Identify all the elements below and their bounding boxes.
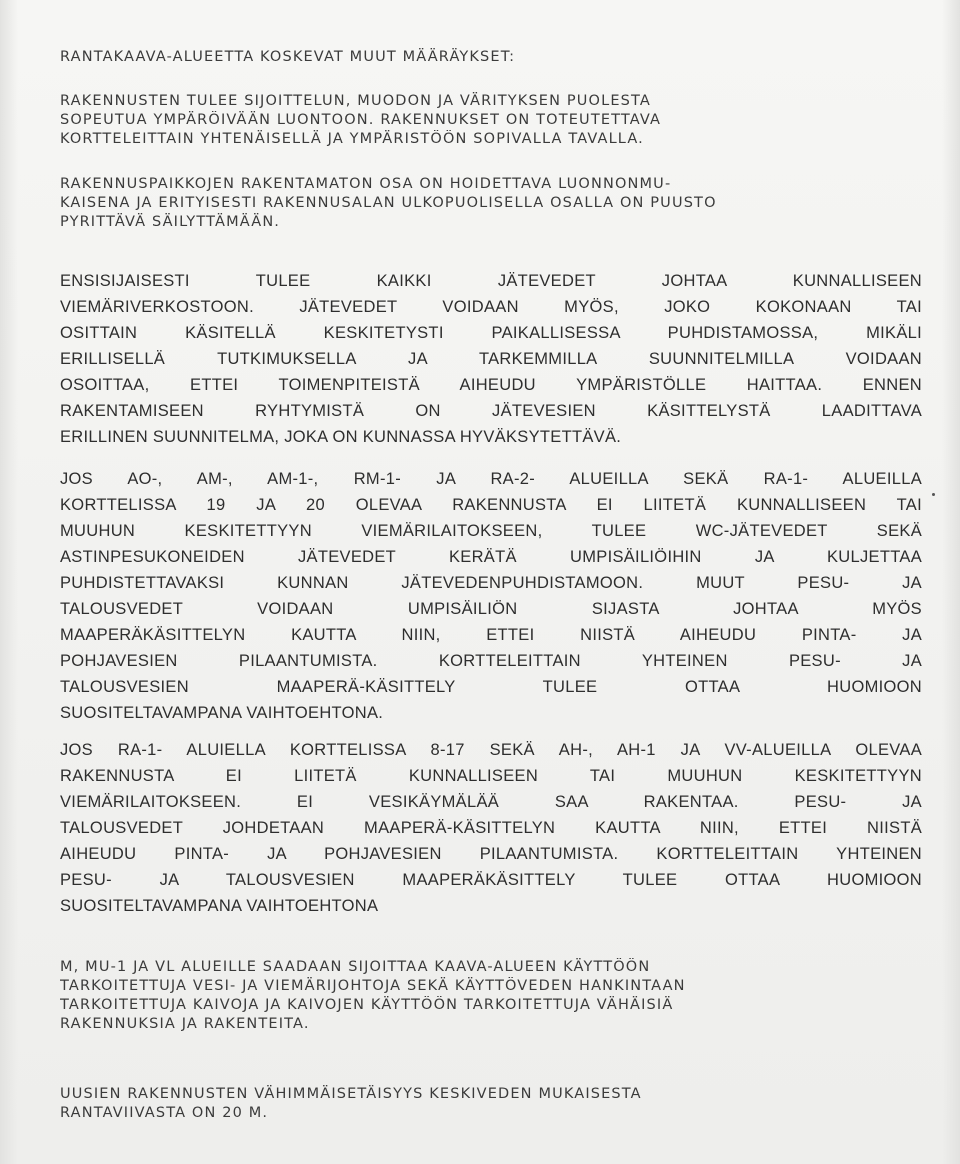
paragraph-line: SOPEUTUA YMPÄRÖIVÄÄN LUONTOON. RAKENNUKSET ON TOTEUTETTAVA (60, 112, 662, 128)
paragraph-line: TARKOITETTUJA VESI- JA VIEMÄRIJOHTOJA SEKÄ KÄYTTÖVEDEN HANKINTAAN (60, 978, 686, 994)
paragraph-line: JOS AO-, AM-, AM-1-, RM-1- JA RA-2- ALUEILLA SEKÄ RA-1- ALUEILLA (60, 470, 922, 488)
scan-speck (932, 493, 935, 496)
paragraph-line: M, MU-1 JA VL ALUEILLE SAADAAN SIJOITTAA KAAVA-ALUEEN KÄYTTÖÖN (60, 959, 651, 975)
paragraph-line: TALOUSVEDET JOHDETAAN MAAPERÄ-KÄSITTELYN KAUTTA NIIN, ETTEI NIISTÄ (60, 819, 922, 837)
paragraph-line: KORTTELISSA 19 JA 20 OLEVAA RAKENNUSTA EI LIITETÄ KUNNALLISEEN TAI (60, 496, 922, 514)
paragraph-line: VIEMÄRIVERKOSTOON. JÄTEVEDET VOIDAAN MYÖS, JOKO KOKONAAN TAI (60, 298, 922, 316)
paragraph-line: RAKENNUSPAIKKOJEN RAKENTAMATON OSA ON HOIDETTAVA LUONNONMU- (60, 176, 672, 192)
page-right-shadow (942, 0, 960, 1164)
paragraph-line: TALOUSVEDET VOIDAAN UMPISÄILIÖN SIJASTA JOHTAA MYÖS (60, 600, 922, 618)
heading-text: RANTAKAAVA-ALUEETTA KOSKEVAT MUUT MÄÄRÄYKSET: (60, 49, 516, 65)
paragraph-line: OSOITTAA, ETTEI TOIMENPITEISTÄ AIHEUDU YMPÄRISTÖLLE HAITTAA. ENNEN (60, 376, 922, 394)
paragraph-line: KAISENA JA ERITYISESTI RAKENNUSALAN ULKOPUOLISELLA OSALLA ON PUUSTO (60, 195, 717, 211)
paragraph-line: KORTTELEITTAIN YHTENÄISELLÄ JA YMPÄRISTÖÖN SOPIVALLA TAVALLA. (60, 131, 644, 147)
paragraph-line: TALOUSVESIEN MAAPERÄ-KÄSITTELY TULEE OTTAA HUOMIOON (60, 678, 922, 696)
paragraph-line: RAKENTAMISEEN RYHTYMISTÄ ON JÄTEVESIEN KÄSITTELYSTÄ LAADITTAVA (60, 402, 922, 420)
page-left-shadow (0, 0, 18, 1164)
paragraph-unbuilt-areas (60, 175, 922, 232)
paragraph-line: PYRITTÄVÄ SÄILYTTÄMÄÄN. (60, 214, 281, 230)
paragraph-line: ENSISIJAISESTI TULEE KAIKKI JÄTEVEDET JOHTAA KUNNALLISEEN (60, 272, 922, 290)
paragraph-holding-tanks (60, 466, 922, 726)
paragraph-line: SUOSITELTAVAMPANA VAIHTOEHTONA. (60, 704, 384, 722)
paragraph-line: ERILLISELLÄ TUTKIMUKSELLA JA TARKEMMILLA SUUNNITELMILLA VOIDAAN (60, 350, 922, 368)
paragraph-line: OSITTAIN KÄSITELLÄ KESKITETYSTI PAIKALLISESSA PUHDISTAMOSSA, MIKÄLI (60, 324, 922, 342)
paragraph-ra1-areas (60, 737, 922, 919)
paragraph-line: RAKENNUSTA EI LIITETÄ KUNNALLISEEN TAI MUUHUN KESKITETTYYN (60, 767, 922, 785)
paragraph-line: ERILLINEN SUUNNITELMA, JOKA ON KUNNASSA HYVÄKSYTETTÄVÄ. (60, 428, 622, 446)
paragraph-m-mu1-vl-areas (60, 958, 922, 1034)
paragraph-line: PESU- JA TALOUSVESIEN MAAPERÄKÄSITTELY TULEE OTTAA HUOMIOON (60, 871, 922, 889)
paragraph-line: MUUHUN KESKITETTYYN VIEMÄRILAITOKSEEN, TULEE WC-JÄTEVEDET SEKÄ (60, 522, 922, 540)
paragraph-appearance (60, 92, 922, 149)
paragraph-line: VIEMÄRILAITOKSEEN. EI VESIKÄYMÄLÄÄ SAA RAKENTAA. PESU- JA (60, 793, 922, 811)
paragraph-line: POHJAVESIEN PILAANTUMISTA. KORTTELEITTAIN YHTEINEN PESU- JA (60, 652, 922, 670)
paragraph-line: PUHDISTETTAVAKSI KUNNAN JÄTEVEDENPUHDISTAMOON. MUUT PESU- JA (60, 574, 922, 592)
paragraph-line: UUSIEN RAKENNUSTEN VÄHIMMÄISETÄISYYS KESKIVEDEN MUKAISESTA (60, 1086, 642, 1102)
paragraph-line: AIHEUDU PINTA- JA POHJAVESIEN PILAANTUMISTA. KORTTELEITTAIN YHTEINEN (60, 845, 922, 863)
paragraph-shoreline-distance (60, 1085, 922, 1123)
paragraph-line: JOS RA-1- ALUIELLA KORTTELISSA 8-17 SEKÄ AH-, AH-1 JA VV-ALUEILLA OLEVAA (60, 741, 922, 759)
document-heading (60, 48, 922, 67)
paragraph-line: RAKENNUSTEN TULEE SIJOITTELUN, MUODON JA VÄRITYKSEN PUOLESTA (60, 93, 651, 109)
paragraph-line: TARKOITETTUJA KAIVOJA JA KAIVOJEN KÄYTTÖÖN TARKOITETTUJA VÄHÄISIÄ (60, 997, 674, 1013)
paragraph-line: ASTINPESUKONEIDEN JÄTEVEDET KERÄTÄ UMPISÄILIÖIHIN JA KULJETTAA (60, 548, 922, 566)
paragraph-line: RANTAVIIVASTA ON 20 M. (60, 1105, 269, 1121)
paragraph-wastewater-municipal (60, 268, 922, 450)
paragraph-line: RAKENNUKSIA JA RAKENTEITA. (60, 1016, 310, 1032)
paragraph-line: SUOSITELTAVAMPANA VAIHTOEHTONA (60, 897, 379, 915)
paragraph-line: MAAPERÄKÄSITTELYN KAUTTA NIIN, ETTEI NIISTÄ AIHEUDU PINTA- JA (60, 626, 922, 644)
